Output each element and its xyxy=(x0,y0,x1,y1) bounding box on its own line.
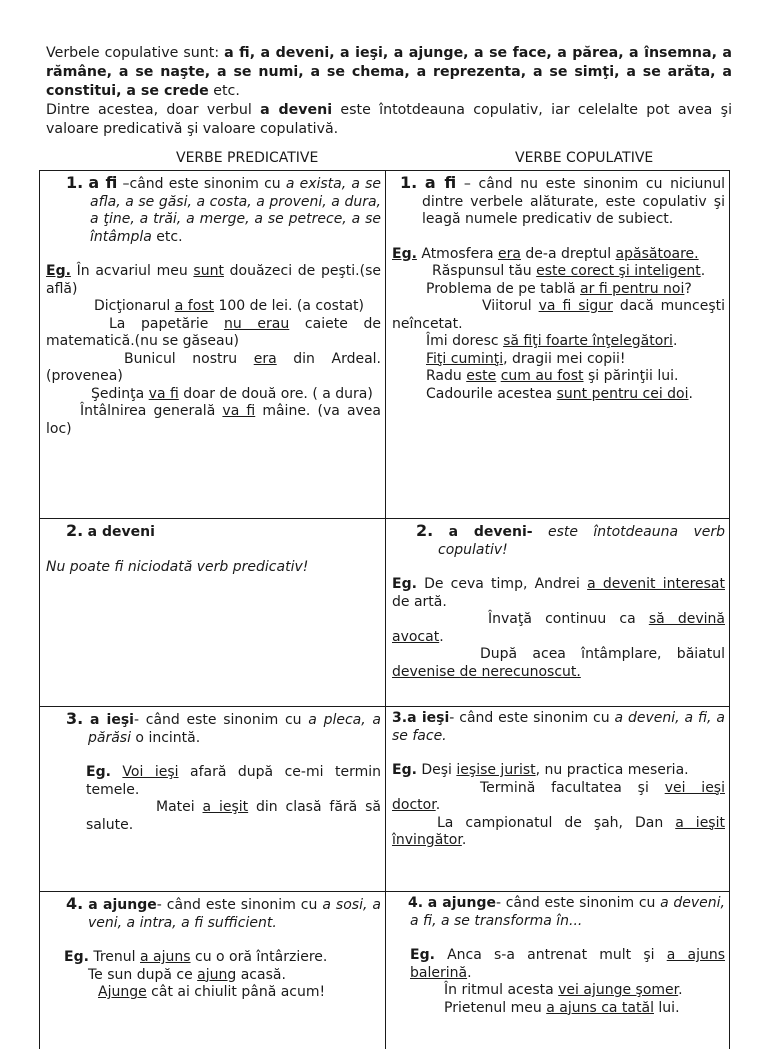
example-text: Radu xyxy=(426,368,466,384)
underlined-predicate: să devină avocat xyxy=(392,611,725,645)
example-text: 100 de lei. (a costat) xyxy=(214,298,364,314)
cell-predicative-a-ajunge xyxy=(40,892,386,1049)
intro-paragraph-1 xyxy=(46,44,732,101)
item-number: 3. xyxy=(66,709,83,728)
example-text: Prietenul meu xyxy=(444,1000,546,1016)
example xyxy=(46,316,381,351)
example-text: Anca s-a antrenat mult şi xyxy=(435,947,667,963)
synonym-list: a pleca, a părăsi xyxy=(88,712,381,746)
example-text: După acea întâmplare, băiatul xyxy=(480,646,725,662)
item-number: 4. xyxy=(66,894,83,913)
example xyxy=(64,967,381,985)
underlined-verb: a ajuns xyxy=(140,949,191,965)
definition xyxy=(64,710,381,747)
eg-label: Eg. xyxy=(392,246,417,262)
example-text: Te sun după ce xyxy=(88,967,197,983)
example-text: Viitorul xyxy=(482,298,539,314)
definition xyxy=(46,522,381,542)
verb-name: a deveni xyxy=(88,524,155,540)
definition xyxy=(392,522,725,559)
definition xyxy=(392,174,725,229)
example-text: din Ardeal. (provenea) xyxy=(46,351,381,385)
example-text: acasă. xyxy=(236,967,286,983)
underlined-predicate: a ieşit învingător xyxy=(392,815,725,849)
example-text: afară după ce-mi termin temele. xyxy=(86,764,381,798)
eg-label: Eg. xyxy=(392,576,417,592)
synonym-list: a deveni, a fi, a se face. xyxy=(392,710,725,744)
example-text: Deşi xyxy=(417,762,456,778)
underlined-predicate: vei ajunge şomer xyxy=(558,982,678,998)
eg-label: Eg. xyxy=(64,949,89,965)
eg-label: Eg. xyxy=(410,947,435,963)
example-text: ? xyxy=(684,281,691,297)
example-text: Răspunsul tău xyxy=(432,263,536,279)
underlined-verb: va fi xyxy=(149,386,179,402)
example xyxy=(410,1000,725,1018)
example-text: douăzeci de peşti.(se află) xyxy=(46,263,381,297)
example xyxy=(64,764,381,799)
example xyxy=(392,281,725,299)
underlined-predicate: ar fi pentru noi xyxy=(580,281,684,297)
underlined-verb: era xyxy=(254,351,277,367)
cell-copulative-a-ajunge xyxy=(386,892,730,1049)
eg-label: Eg. xyxy=(86,764,111,780)
example-text: . xyxy=(436,797,440,813)
example-text: . xyxy=(439,629,443,645)
example-text: de artă. xyxy=(392,594,447,610)
underlined-verb: nu erau xyxy=(224,316,289,332)
example-text: Îmi doresc xyxy=(426,333,503,349)
example-text: Trenul xyxy=(89,949,140,965)
item-number: 4. xyxy=(408,895,423,911)
example-text: cât ai chiulit până acum! xyxy=(147,984,325,1000)
example xyxy=(392,815,725,850)
example-text: Cadourile acestea xyxy=(426,386,557,402)
underlined-verb: era xyxy=(498,246,521,262)
example-text: lui. xyxy=(654,1000,680,1016)
example-text: Atmosfera xyxy=(417,246,498,262)
verb-name: a deveni- xyxy=(449,524,533,540)
synonym-list: a deveni, a fi, a se transforma în... xyxy=(410,895,725,929)
example-text: . xyxy=(462,832,466,848)
intro-text-plain: Verbele copulative sunt: xyxy=(46,45,224,61)
example-text: de-a dreptul xyxy=(521,246,616,262)
example xyxy=(392,646,725,681)
definition-text: –când este sinonim cu xyxy=(117,176,285,192)
example xyxy=(64,949,381,967)
example-text: Întâlnirea generală xyxy=(80,403,222,419)
example xyxy=(392,611,725,646)
underlined-verb: a fost xyxy=(175,298,214,314)
definition xyxy=(392,710,725,745)
example xyxy=(392,246,725,264)
underlined-predicate: vei ieşi doctor xyxy=(392,780,725,814)
column-header-copulative: VERBE COPULATIVE xyxy=(515,149,653,167)
table-row xyxy=(40,519,730,707)
item-number: 1. xyxy=(66,173,83,192)
example-text: cu o oră întârziere. xyxy=(191,949,328,965)
example-text: mâine. (va avea loc) xyxy=(46,403,381,437)
verb-name: a ieşi xyxy=(407,710,449,726)
cell-predicative-a-fi xyxy=(40,171,386,519)
verb-name: a ieşi xyxy=(90,712,134,728)
eg-label: Eg. xyxy=(46,263,71,279)
underlined-verb: sunt xyxy=(193,263,224,279)
table-row xyxy=(40,171,730,519)
example xyxy=(64,984,381,1002)
definition-text: - când este sinonim cu xyxy=(449,710,614,726)
cell-predicative-a-deveni xyxy=(40,519,386,707)
verb-name: a fi xyxy=(425,173,456,192)
copulative-verb-list: a fi, a deveni, a ieşi, a ajunge, a se face, a părea, a însemna, a rămâne, a se naşte, a se numi, a se chema, a reprezenta, a se simţi, a se arăta, a constitui, a se crede xyxy=(46,45,732,99)
cell-predicative-a-iesi xyxy=(40,707,386,892)
example-text: . xyxy=(678,982,682,998)
example-text: şi părinţii lui. xyxy=(584,368,679,384)
cell-copulative-a-deveni xyxy=(386,519,730,707)
underlined-predicate: apăsătoare. xyxy=(616,246,699,262)
example xyxy=(46,403,381,438)
underlined-verb: este xyxy=(466,368,496,384)
example xyxy=(392,780,725,815)
definition-text: o incintă. xyxy=(131,730,200,746)
item-number: 3. xyxy=(392,710,407,726)
item-number: 2. xyxy=(66,521,83,540)
underlined-predicate: să fiţi foarte înţelegători xyxy=(503,333,673,349)
definition-text: este întotdeauna verb copulativ! xyxy=(438,524,725,558)
verb-a-deveni: a deveni xyxy=(260,102,332,118)
example xyxy=(46,298,381,316)
verb-name: a ajunge xyxy=(88,897,157,913)
definition-text: – când nu este sinonim cu niciunul dintre verbele alăturate, este copulativ şi leagă numele predicativ de subiect. xyxy=(422,176,725,227)
example-text: , nu practica meseria. xyxy=(536,762,689,778)
note-never-predicative: Nu poate fi niciodată verb predicativ! xyxy=(46,559,381,577)
eg-label: Eg. xyxy=(392,762,417,778)
underlined-predicate: a ajuns ca tatăl xyxy=(546,1000,654,1016)
definition xyxy=(64,895,381,932)
underlined-predicate: va fi sigur xyxy=(539,298,613,314)
example xyxy=(392,298,725,333)
example-text: Şedinţa xyxy=(91,386,149,402)
example-text: . xyxy=(701,263,705,279)
synonym-list: a sosi, a veni, a intra, a fi sufficient. xyxy=(88,897,381,931)
intro-text xyxy=(46,44,732,139)
example xyxy=(392,576,725,611)
underlined-predicate: a devenit interesat xyxy=(587,576,725,592)
verb-comparison-table xyxy=(39,170,730,1049)
example xyxy=(392,386,725,404)
intro-text-plain: este întotdeauna copulativ, iar celelalte pot avea şi valoare predicativă şi valoare copulativă. xyxy=(46,102,732,137)
example xyxy=(64,799,381,834)
table-row xyxy=(40,892,730,1049)
verb-name: a fi xyxy=(88,173,117,192)
example xyxy=(46,386,381,404)
example xyxy=(392,263,725,281)
example-text: caiete de matematică.(nu se găseau) xyxy=(46,316,381,350)
table-row xyxy=(40,707,730,892)
example xyxy=(410,947,725,982)
example-text xyxy=(111,764,122,780)
definition-text: etc. xyxy=(152,229,183,245)
underlined-predicate: cum au fost xyxy=(501,368,584,384)
example xyxy=(392,351,725,369)
example-text: La campionatul de şah, Dan xyxy=(437,815,675,831)
underlined-predicate: este corect şi inteligent xyxy=(536,263,701,279)
example-text: din clasă fără să salute. xyxy=(86,799,381,833)
example-text: doar de două ore. ( a dura) xyxy=(179,386,373,402)
example-text: Dicţionarul xyxy=(94,298,175,314)
intro-text-plain: Dintre acestea, doar verbul xyxy=(46,102,260,118)
column-header-predicative: VERBE PREDICATIVE xyxy=(176,149,318,167)
definition xyxy=(410,895,725,930)
definition-text: - când este sinonim cu xyxy=(134,712,308,728)
cell-copulative-a-iesi xyxy=(386,707,730,892)
underlined-predicate: Fiţi cuminţi xyxy=(426,351,503,367)
synonym-list: a exista, a se afla, a se găsi, a costa, a proveni, a dura, a ţine, a trăi, a merge, a se petrece, a se întâmpla xyxy=(90,176,381,245)
example-text: Matei xyxy=(156,799,203,815)
example-text: În acvariul meu xyxy=(71,263,194,279)
example xyxy=(46,263,381,298)
underlined-verb: va fi xyxy=(222,403,255,419)
underlined-predicate: sunt pentru cei doi xyxy=(557,386,689,402)
underlined-predicate: a ajuns balerină xyxy=(410,947,725,981)
verb-name: a ajunge xyxy=(428,895,496,911)
cell-copulative-a-fi xyxy=(386,171,730,519)
example-text: Învaţă continuu ca xyxy=(488,611,649,627)
underlined-verb: Ajunge xyxy=(98,984,147,1000)
example-text: Bunicul nostru xyxy=(124,351,254,367)
underlined-verb: a ieşit xyxy=(203,799,249,815)
underlined-predicate: devenise de nerecunoscut. xyxy=(392,664,581,680)
example-text: Problema de pe tablă xyxy=(426,281,580,297)
example-text: Termină facultatea şi xyxy=(480,780,665,796)
definition-text: - când este sinonim cu xyxy=(496,895,660,911)
example-text: . xyxy=(673,333,677,349)
example xyxy=(392,333,725,351)
example-text: La papetărie xyxy=(109,316,224,332)
example xyxy=(392,762,725,780)
definition xyxy=(46,174,381,246)
intro-text-plain: etc. xyxy=(209,83,240,99)
example-text: . xyxy=(689,386,693,402)
example xyxy=(410,982,725,1000)
item-number: 2. xyxy=(416,521,433,540)
example-text: . xyxy=(467,965,471,981)
underlined-predicate: ieşise jurist xyxy=(456,762,535,778)
underlined-verb: Voi ieşi xyxy=(122,764,178,780)
example-text: În ritmul acesta xyxy=(444,982,558,998)
example-text: De ceva timp, Andrei xyxy=(417,576,587,592)
intro-paragraph-2 xyxy=(46,101,732,139)
example xyxy=(392,368,725,386)
example xyxy=(46,351,381,386)
example-text: , dragii mei copii! xyxy=(503,351,625,367)
item-number: 1. xyxy=(400,173,417,192)
underlined-verb: ajung xyxy=(197,967,236,983)
example-text: dacă munceşti neîncetat. xyxy=(392,298,725,332)
definition-text: - când este sinonim cu xyxy=(157,897,323,913)
